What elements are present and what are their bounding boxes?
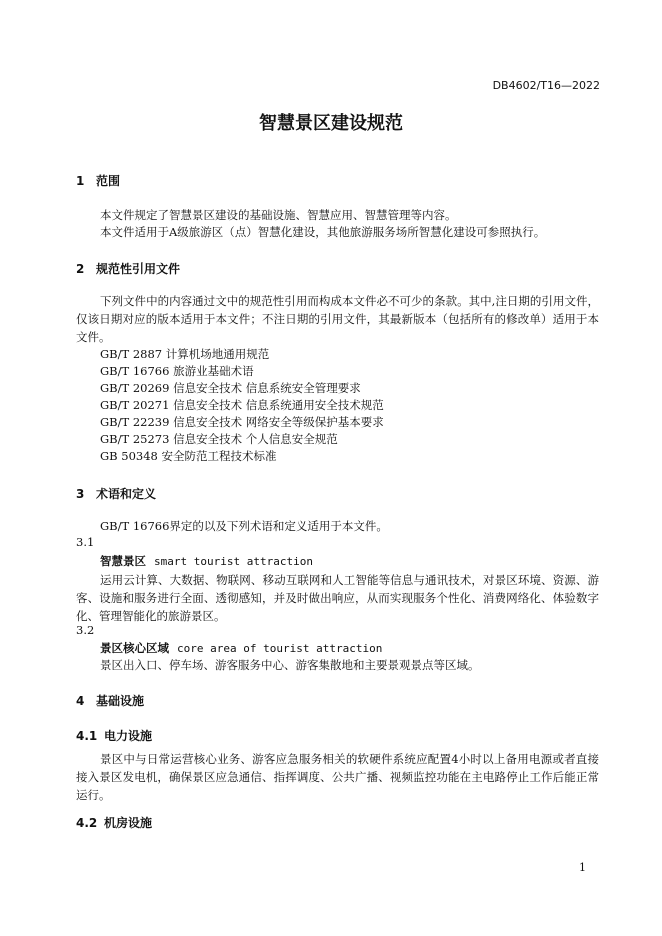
paragraph: 景区中与日常运营核心业务、游客应急服务相关的软硬件系统应配置4小时以上备用电源或者直接接入景区发电机，确保景区应急通信、指挥调度、公共广播、视频监控功能在主电路停止工作后能正常运行。	[76, 752, 599, 802]
section-title: 基础设施	[96, 694, 145, 708]
term-definition: 景区出入口、停车场、游客服务中心、游客集散地和主要景观景点等区域。	[100, 658, 480, 672]
reference-item: GB/T 25273 信息安全技术 个人信息安全规范	[100, 432, 338, 446]
term-heading	[100, 553, 313, 569]
section-title: 范围	[96, 174, 121, 188]
page-number: 1	[579, 861, 586, 874]
section-heading-1	[76, 172, 120, 189]
subsection-title: 电力设施	[104, 729, 153, 743]
document-code: DB4602/T16—2022	[492, 79, 600, 92]
subsection-title: 机房设施	[104, 816, 153, 830]
reference-item: GB/T 2887 计算机场地通用规范	[100, 347, 270, 361]
section-number: 3	[76, 487, 85, 501]
term-number: 3.2	[76, 623, 95, 637]
term-heading	[100, 640, 382, 656]
term-zh: 智慧景区	[100, 554, 146, 568]
term-number: 3.1	[76, 535, 95, 549]
subsection-heading	[76, 814, 152, 831]
reference-item: GB/T 20269 信息安全技术 信息系统安全管理要求	[100, 381, 361, 395]
reference-item: GB/T 16766 旅游业基础术语	[100, 364, 254, 378]
term-definition: 运用云计算、大数据、物联网、移动互联网和人工智能等信息与通讯技术，对景区环境、资源、游客、设施和服务进行全面、透彻感知，并及时做出响应，从而实现服务个性化、消费网络化、体验数字化、管理智能化的旅游景区。	[76, 573, 599, 623]
document-title: 智慧景区建设规范	[259, 113, 403, 134]
section-heading-3	[76, 485, 156, 502]
reference-item: GB/T 22239 信息安全技术 网络安全等级保护基本要求	[100, 415, 384, 429]
section-number: 2	[76, 262, 85, 276]
subsection-number: 4.2	[76, 816, 98, 830]
paragraph: 本文件适用于A级旅游区（点）智慧化建设，其他旅游服务场所智慧化建设可参照执行。	[100, 225, 546, 239]
paragraph: 下列文件中的内容通过文中的规范性引用而构成本文件必不可少的条款。其中,注日期的引用文件，仅该日期对应的版本适用于本文件；不注日期的引用文件，其最新版本（包括所有的修改单）适用于本文件。	[76, 294, 599, 344]
section-number: 4	[76, 694, 85, 708]
section-number: 1	[76, 174, 85, 188]
reference-item: GB 50348 安全防范工程技术标准	[100, 449, 277, 463]
section-heading-4	[76, 692, 144, 709]
reference-item: GB/T 20271 信息安全技术 信息系统通用安全技术规范	[100, 398, 384, 412]
term-zh: 景区核心区域	[100, 641, 169, 655]
section-heading-2	[76, 260, 180, 277]
term-en: smart tourist attraction	[154, 555, 313, 568]
section-title: 规范性引用文件	[96, 262, 181, 276]
term-en: core area of tourist attraction	[177, 642, 383, 655]
section-title: 术语和定义	[96, 487, 157, 501]
subsection-heading	[76, 727, 152, 744]
subsection-number: 4.1	[76, 729, 98, 743]
paragraph: GB/T 16766界定的以及下列术语和定义适用于本文件。	[100, 519, 388, 533]
paragraph: 本文件规定了智慧景区建设的基础设施、智慧应用、智慧管理等内容。	[100, 208, 457, 222]
